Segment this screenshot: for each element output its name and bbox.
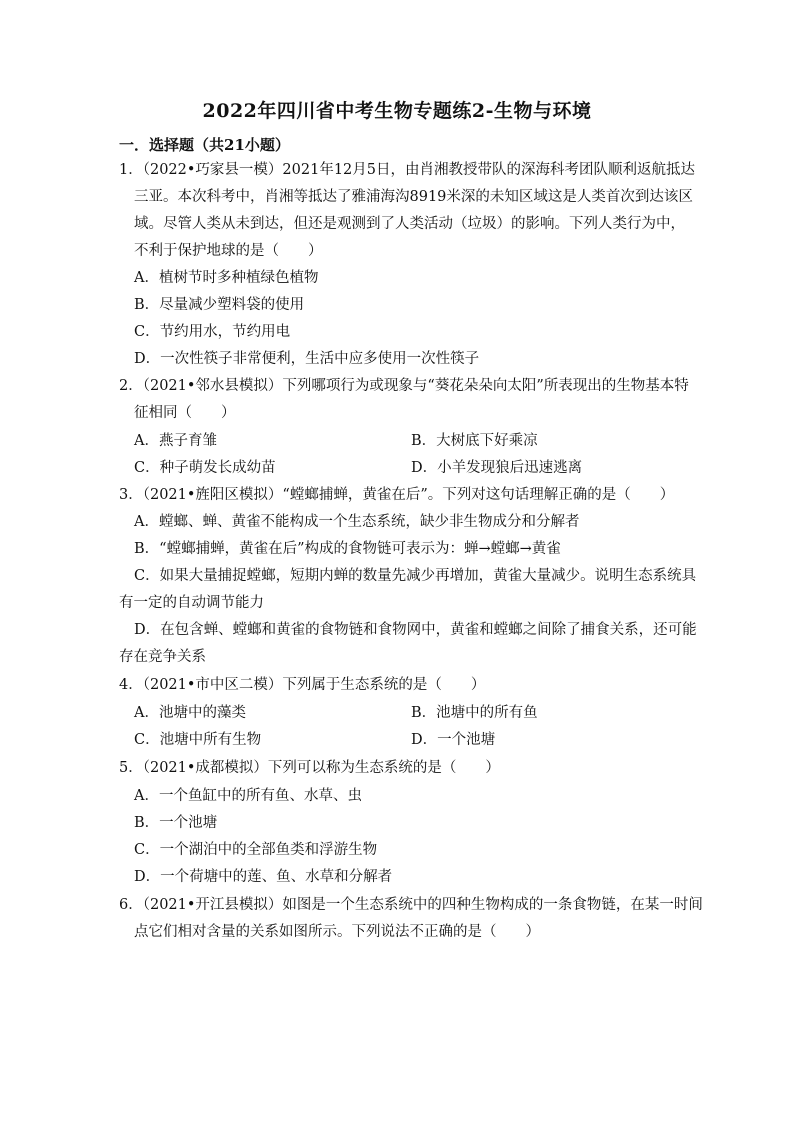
question-6-line-1: 6．（2021•开江县模拟）如图是一个生态系统中的四种生物构成的一条食物链，在某一时间	[119, 897, 703, 913]
question-5-option-c: C．一个湖泊中的全部鱼类和浮游生物	[134, 842, 378, 858]
question-5-option-d: D．一个荷塘中的莲、鱼、水草和分解者	[134, 869, 393, 885]
question-5-option-a: A．一个鱼缸中的所有鱼、水草、虫	[134, 788, 362, 804]
section-heading: 一．选择题（共21小题）	[119, 136, 290, 154]
question-1-line-4: 不利于保护地球的是（ ）	[134, 243, 323, 259]
question-1-line-2: 三亚。本次科考中，肖湘等抵达了雅浦海沟8919米深的未知区域这是人类首次到达该区	[134, 189, 693, 205]
question-4-option-c: C．池塘中所有生物	[134, 732, 262, 748]
question-4-option-a: A．池塘中的藻类	[134, 705, 246, 721]
question-1-option-c: C．节约用水，节约用电	[134, 324, 291, 340]
question-5-line-1: 5．（2021•成都模拟）下列可以称为生态系统的是（ ）	[119, 760, 500, 776]
question-3-option-c: C．如果大量捕捉螳螂，短期内蝉的数量先减少再增加，黄雀大量减少。说明生态系统具	[134, 568, 697, 584]
question-1-line-1: 1．（2022•巧家县一模）2021年12月5日，由肖湘教授带队的深海科考团队顺利返航抵达	[119, 162, 696, 178]
question-2-option-c: C．种子萌发长成幼苗	[134, 460, 276, 476]
question-1-option-a: A．植树节时多种植绿色植物	[134, 270, 319, 286]
question-4-option-b: B．池塘中的所有鱼	[411, 705, 538, 721]
question-3-line-1: 3．（2021•旌阳区模拟）“螳螂捕蝉，黄雀在后”。下列对这句话理解正确的是（ ）	[119, 487, 675, 503]
question-1-line-3: 域。尽管人类从未到达，但还是观测到了人类活动（垃圾）的影响。下列人类行为中，	[134, 216, 685, 232]
document-title: 2022年四川省中考生物专题练2-生物与环境	[202, 100, 592, 122]
question-2-line-1: 2．（2021•邻水县模拟）下列哪项行为或现象与“葵花朵朵向太阳”所表现出的生物基本特	[119, 378, 689, 394]
question-1-option-d: D．一次性筷子非常便利，生活中应多使用一次性筷子	[134, 351, 480, 367]
question-3-option-d: D．在包含蝉、螳螂和黄雀的食物链和食物网中，黄雀和螳螂之间除了捕食关系，还可能	[134, 622, 697, 638]
question-6-line-2: 点它们相对含量的关系如图所示。下列说法不正确的是（ ）	[134, 924, 540, 940]
question-5-option-b: B．一个池塘	[134, 815, 218, 831]
question-3-option-d-cont: 存在竞争关系	[119, 649, 206, 665]
question-3-option-b: B．“螳螂捕蝉，黄雀在后”构成的食物链可表示为：蝉→螳螂→黄雀	[134, 541, 561, 557]
question-3-option-c-cont: 有一定的自动调节能力	[119, 595, 264, 611]
question-2-option-d: D．小羊发现狼后迅速逃离	[411, 460, 583, 476]
question-3-option-a: A．螳螂、蝉、黄雀不能构成一个生态系统，缺少非生物成分和分解者	[134, 514, 580, 530]
question-2-line-2: 征相同（ ）	[134, 405, 236, 421]
question-4-line-1: 4．（2021•市中区二模）下列属于生态系统的是（ ）	[119, 677, 486, 693]
question-2-option-b: B．大树底下好乘凉	[411, 433, 538, 449]
question-4-option-d: D．一个池塘	[411, 732, 496, 748]
question-2-option-a: A．燕子育雏	[134, 433, 217, 449]
question-1-option-b: B．尽量减少塑料袋的使用	[134, 297, 305, 313]
